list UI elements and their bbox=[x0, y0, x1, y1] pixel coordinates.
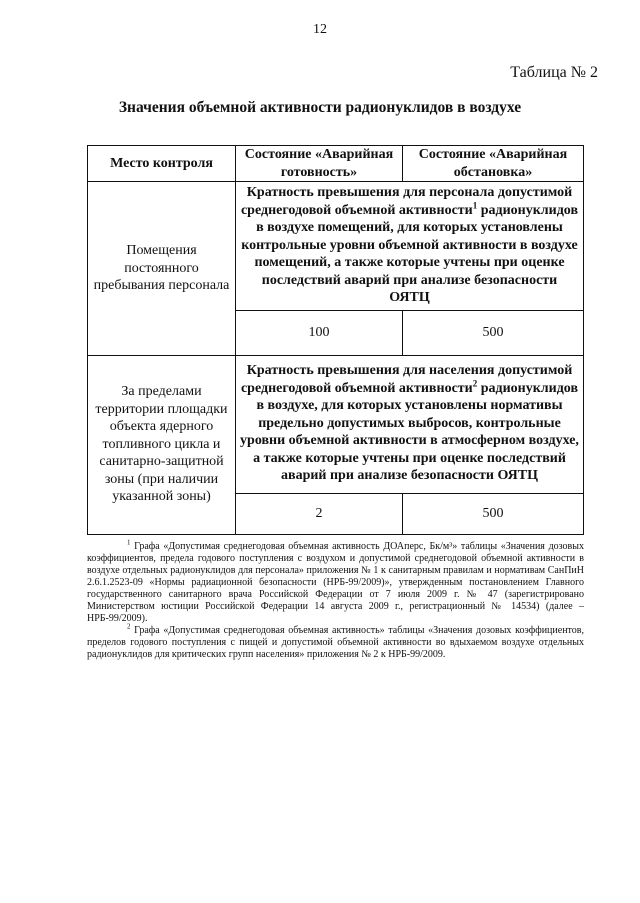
header-place: Место контроля bbox=[88, 146, 236, 182]
activity-table bbox=[87, 145, 584, 535]
section1-ratio-text: Кратность превышения для персонала допустимой среднегодовой объемной активности bbox=[240, 185, 573, 218]
section2-place: За пределами территории площадки объекта ядерного топливного цикла и санитарно-защитной зоны (при наличии указанной зоны) bbox=[88, 355, 236, 534]
section2-ratio-row bbox=[88, 355, 584, 493]
section2-ratio-text-cont: радионуклидов в воздухе, для которых установлены нормативы предельно допустимых выбросов, контрольные уровни объемной активности в атмосферном воздухе, а также которые учтены при оценке последствий аварий при анализе безопасности ОЯТЦ bbox=[240, 380, 579, 484]
header-emergency: Состояние «Аварийная обстановка» bbox=[403, 146, 584, 182]
table-header-row bbox=[88, 146, 584, 182]
section1-value-emergency: 500 bbox=[403, 310, 584, 355]
footnote-2-text: Графа «Допустимая среднегодовая объемная активность» таблицы «Значения дозовых коэффициентов, пределов годового поступления с пищей и допустимой объемной активности во вдыхаемом воздухе отдельных радионуклидов для критических групп населения» приложения № 2 к НРБ-99/2009. bbox=[87, 625, 584, 660]
section1-value-readiness: 100 bbox=[236, 310, 403, 355]
section1-ratio-row bbox=[88, 182, 584, 311]
footnote-2 bbox=[87, 622, 584, 661]
header-readiness: Состояние «Аварийная готовность» bbox=[236, 146, 403, 182]
section1-ratio-text-cont: радионуклидов в воздухе помещений, для которых установлены контрольные уровни объемной активности в воздухе помещений, а также которые учтены при оценке последствий аварий при анализе безопасности ОЯТЦ bbox=[241, 202, 579, 305]
footnote-1-mark: 1 bbox=[127, 538, 131, 547]
section2-value-emergency: 500 bbox=[403, 493, 584, 534]
table-label: Таблица № 2 bbox=[510, 64, 598, 81]
footnote-ref-1: 1 bbox=[472, 199, 478, 210]
page-number: 12 bbox=[313, 22, 327, 37]
footnote-ref-2: 2 bbox=[472, 378, 478, 389]
footnote-1-text: Графа «Допустимая среднегодовая объемная активность ДОАперс, Бк/м³» таблицы «Значения дозовых коэффициентов, предела годового поступления с воздухом и допустимой среднегодовой объемной активности в воздухе отдельных радионуклидов для персонала» приложения № 1 к санитарным правилам и нормативам СанПиН 2.6.1.2523-09 «Нормы радиационной безопасности (НРБ-99/2009)», утвержденным постановлением Главного государственного санитарного врача Российской Федерации от 7 июля 2009 г. № 47 (зарегистрировано Министерством юстиции Российской Федерации 14 августа 2009 г., регистрационный № 14534) (далее – НРБ-99/2009). bbox=[87, 541, 584, 624]
footnotes bbox=[87, 538, 584, 661]
section2-ratio-text: Кратность превышения для населения допустимой среднегодовой объемной активности bbox=[240, 363, 573, 396]
footnote-1 bbox=[87, 538, 584, 625]
footnote-2-mark: 2 bbox=[127, 622, 131, 631]
section2-value-readiness: 2 bbox=[236, 493, 403, 534]
section2-ratio-description bbox=[236, 355, 584, 493]
section1-ratio-description bbox=[236, 182, 584, 311]
section1-place: Помещения постоянного пребывания персонала bbox=[88, 182, 236, 356]
table-title: Значения объемной активности радионуклидов в воздухе bbox=[118, 99, 522, 116]
